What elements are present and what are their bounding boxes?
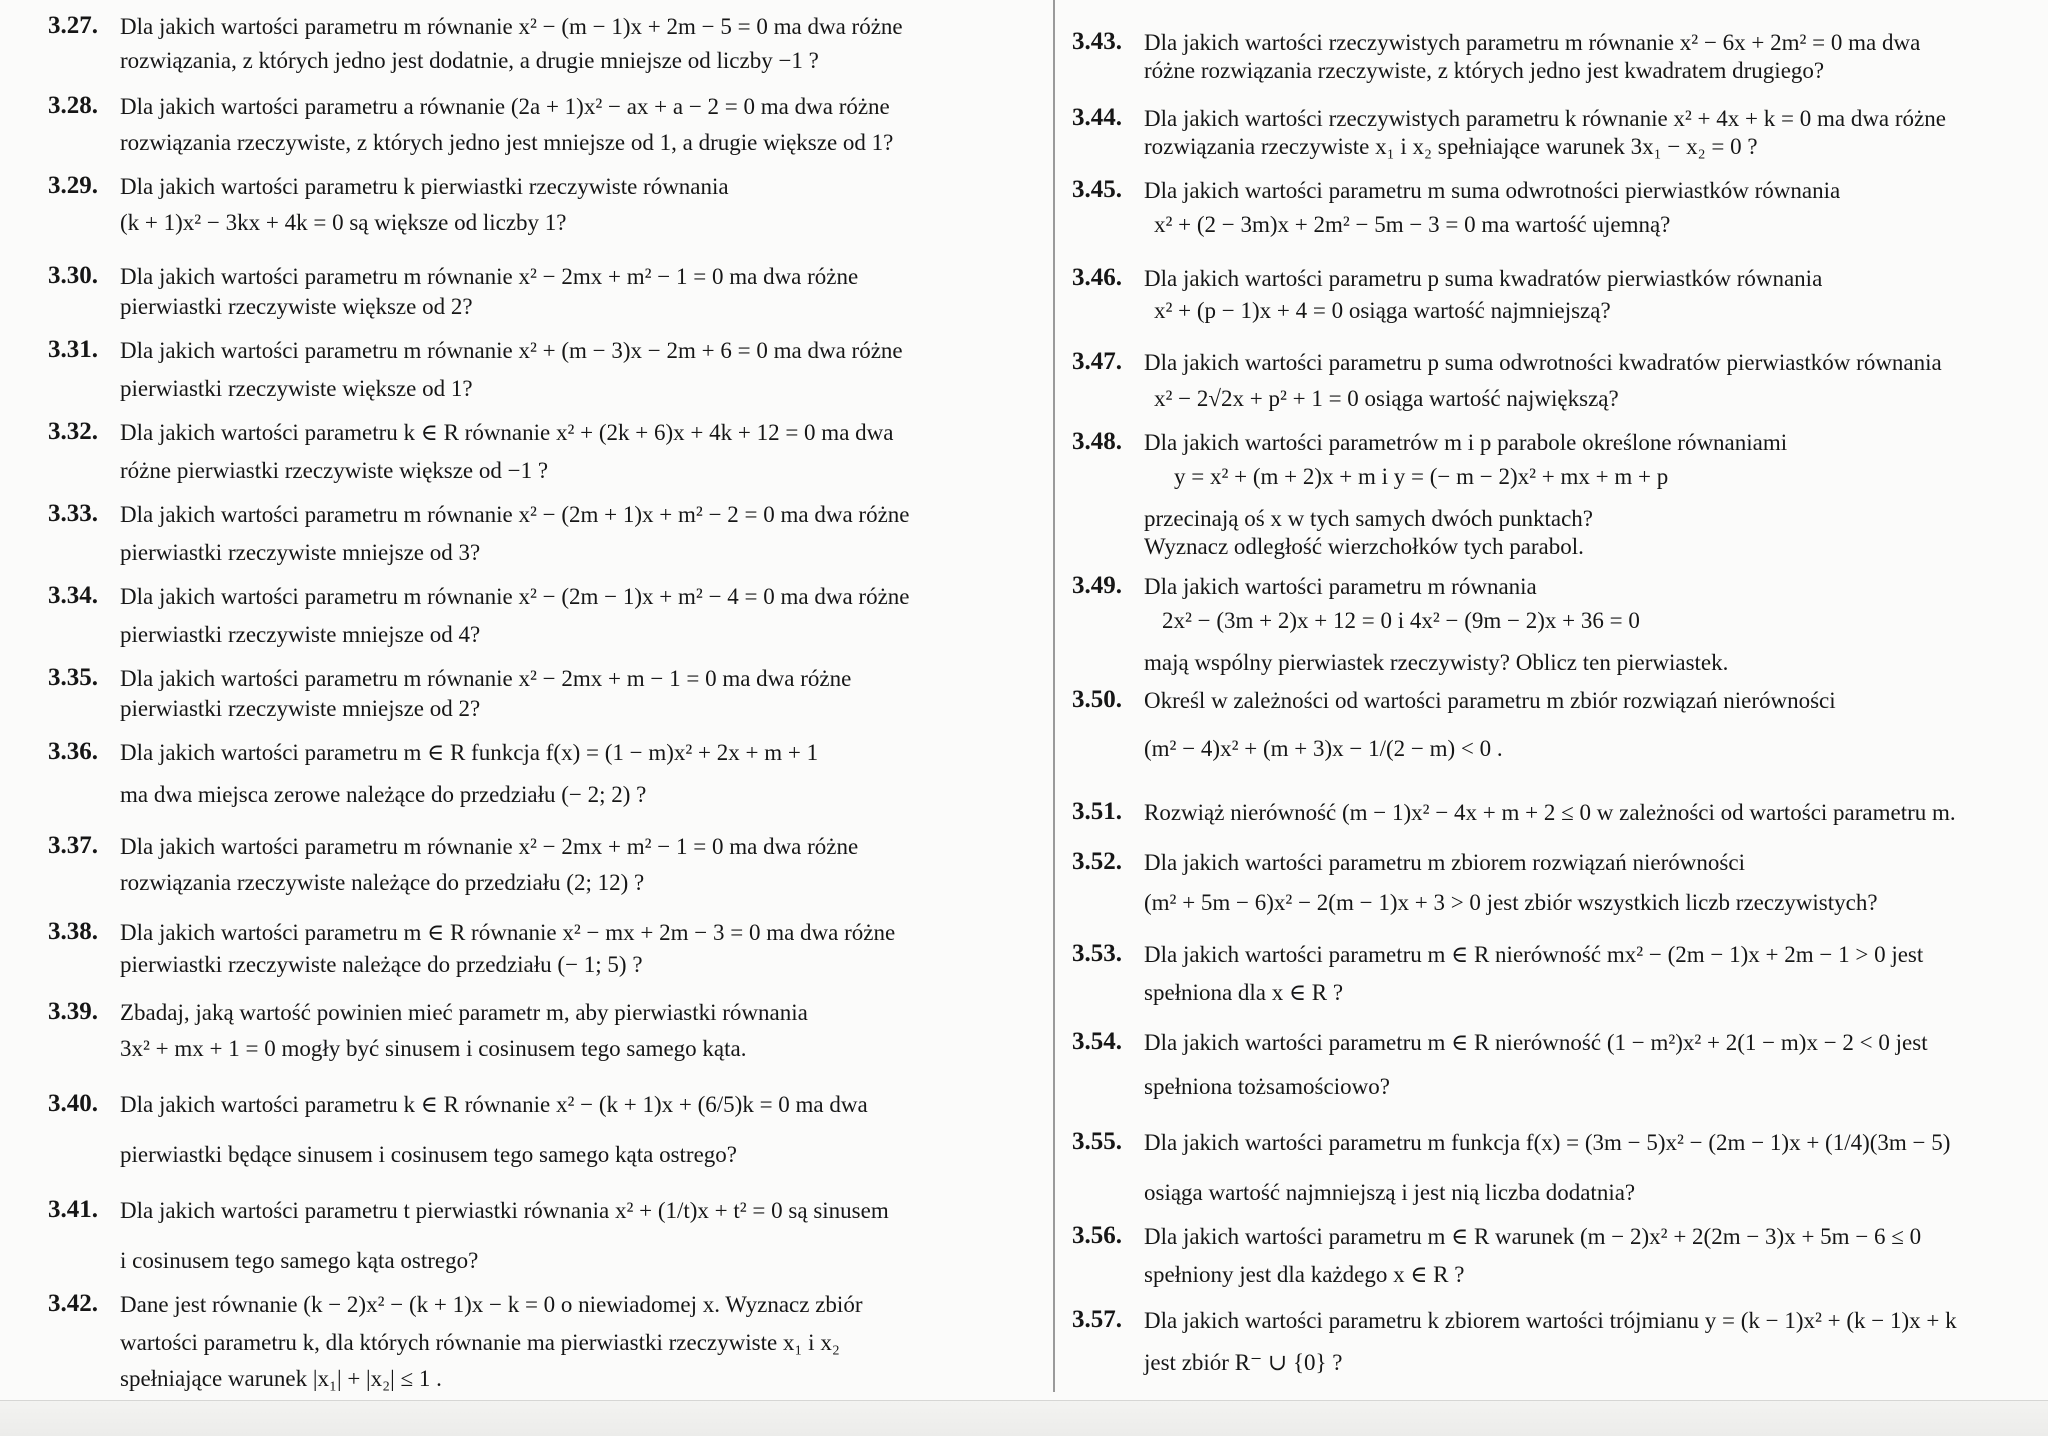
problem-text-line: wartości parametru k, dla których równanie ma pierwiastki rzeczywiste x₁ i x₂ [120,1330,840,1355]
problem-number: 3.51. [1072,798,1122,825]
problem-text-line: Dla jakich wartości parametru p suma kwadratów pierwiastków równania [1144,266,1823,291]
problem-text-line: Zbadaj, jaką wartość powinien mieć parametr m, aby pierwiastki równania [120,1000,808,1025]
problem-text-line: Dla jakich wartości parametru m zbiorem rozwiązań nierówności [1144,850,1745,875]
problem-number: 3.43. [1072,28,1122,55]
problem-text-line: Dla jakich wartości parametru m ∈ R warunek (m − 2)x² + 2(2m − 3)x + 5m − 6 ≤ 0 [1144,1224,1922,1249]
problem-text-line: x² + (p − 1)x + 4 = 0 osiąga wartość najmniejszą? [1154,298,1611,323]
problem-number: 3.55. [1072,1128,1122,1155]
problem-text-line: Dla jakich wartości parametru p suma odwrotności kwadratów pierwiastków równania [1144,350,1942,375]
problem-text-line: Wyznacz odległość wierzchołków tych parabol. [1144,534,1584,559]
problem-text-line: pierwiastki będące sinusem i cosinusem tego samego kąta ostrego? [120,1142,737,1167]
problem-number: 3.53. [1072,940,1122,967]
problem-number: 3.29. [48,172,98,199]
problem-number: 3.38. [48,918,98,945]
problem-text-line: Dla jakich wartości parametrów m i p parabole określone równaniami [1144,430,1788,455]
problem-text-line: Dla jakich wartości parametru k pierwiastki rzeczywiste równania [120,174,729,199]
problem-text-line: 2x² − (3m + 2)x + 12 = 0 i 4x² − (9m − 2)x + 36 = 0 [1162,608,1640,633]
problem-text-line: x² − 2√2x + p² + 1 = 0 osiąga wartość największą? [1154,386,1619,411]
problem-text-line: i cosinusem tego samego kąta ostrego? [120,1248,479,1273]
problem-text-line: pierwiastki rzeczywiste należące do przedziału (− 1; 5) ? [120,952,643,977]
problem-text-line: pierwiastki rzeczywiste mniejsze od 2? [120,696,481,721]
problem-text-line: x² + (2 − 3m)x + 2m² − 5m − 3 = 0 ma wartość ujemną? [1154,212,1671,237]
problem-text-line: rozwiązania rzeczywiste należące do przedziału (2; 12) ? [120,870,645,895]
problem-text-line: Dane jest równanie (k − 2)x² − (k + 1)x − k = 0 o niewiadomej x. Wyznacz zbiór [120,1292,863,1317]
problem-number: 3.49. [1072,572,1122,599]
problem-text-line: rozwiązania, z których jedno jest dodatnie, a drugie mniejsze od liczby −1 ? [120,48,819,73]
problem-text-line: 3x² + mx + 1 = 0 mogły być sinusem i cosinusem tego samego kąta. [120,1036,747,1061]
problem-number: 3.47. [1072,348,1122,375]
problem-number: 3.39. [48,998,98,1025]
problem-number: 3.54. [1072,1028,1122,1055]
problem-text-line: Dla jakich wartości parametru m ∈ R funkcja f(x) = (1 − m)x² + 2x + m + 1 [120,740,819,765]
problem-text-line: Dla jakich wartości parametru m równanie x² + (m − 3)x − 2m + 6 = 0 ma dwa różne [120,338,903,363]
problem-text-line: spełniona dla x ∈ R ? [1144,980,1344,1005]
problem-text-line: jest zbiór R⁻ ∪ {0} ? [1144,1350,1343,1375]
problem-text-line: różne pierwiastki rzeczywiste większe od −1 ? [120,458,549,483]
problem-number: 3.56. [1072,1222,1122,1249]
problem-number: 3.28. [48,92,98,119]
problem-number: 3.37. [48,832,98,859]
problem-text-line: pierwiastki rzeczywiste większe od 2? [120,294,473,319]
page-bottom-edge [0,1400,2048,1436]
problem-text-line: Dla jakich wartości parametru k ∈ R równanie x² + (2k + 6)x + 4k + 12 = 0 ma dwa [120,420,894,445]
problem-number: 3.33. [48,500,98,527]
problem-text-line: Dla jakich wartości parametru m równanie x² − (2m + 1)x + m² − 2 = 0 ma dwa różne [120,502,910,527]
problem-text-line: Dla jakich wartości parametru m równanie x² − (m − 1)x + 2m − 5 = 0 ma dwa różne [120,14,903,39]
problem-number: 3.35. [48,664,98,691]
problem-number: 3.30. [48,262,98,289]
problem-text-line: pierwiastki rzeczywiste większe od 1? [120,376,473,401]
problem-text-line: Dla jakich wartości parametru m ∈ R nierówność mx² − (2m − 1)x + 2m − 1 > 0 jest [1144,942,1924,967]
problem-text-line: (m² − 4)x² + (m + 3)x − 1/(2 − m) < 0 . [1144,736,1503,761]
problem-number: 3.57. [1072,1306,1122,1333]
problem-number: 3.46. [1072,264,1122,291]
problem-text-line: Dla jakich wartości parametru m ∈ R nierówność (1 − m²)x² + 2(1 − m)x − 2 < 0 jest [1144,1030,1928,1055]
problem-number: 3.50. [1072,686,1122,713]
problem-text-line: spełniony jest dla każdego x ∈ R ? [1144,1262,1465,1287]
problem-number: 3.31. [48,336,98,363]
problem-text-line: Rozwiąż nierówność (m − 1)x² − 4x + m + 2 ≤ 0 w zależności od wartości parametru m. [1144,800,1956,825]
problem-text-line: pierwiastki rzeczywiste mniejsze od 4? [120,622,481,647]
problem-text-line: Dla jakich wartości parametru k ∈ R równanie x² − (k + 1)x + (6/5)k = 0 ma dwa [120,1092,868,1117]
problem-number: 3.34. [48,582,98,609]
problem-text-line: przecinają oś x w tych samych dwóch punktach? [1144,506,1593,531]
problem-number: 3.36. [48,738,98,765]
problem-text-line: Dla jakich wartości rzeczywistych parametru m równanie x² − 6x + 2m² = 0 ma dwa [1144,30,1921,55]
problem-text-line: ma dwa miejsca zerowe należące do przedziału (− 2; 2) ? [120,782,647,807]
problem-text-line: y = x² + (m + 2)x + m i y = (− m − 2)x² + mx + m + p [1174,464,1669,489]
problem-number: 3.27. [48,12,98,39]
problem-text-line: Dla jakich wartości parametru m równanie x² − 2mx + m² − 1 = 0 ma dwa różne [120,834,859,859]
problem-text-line: rozwiązania rzeczywiste, z których jedno jest mniejsze od 1, a drugie większe od 1? [120,130,894,155]
problem-text-line: Dla jakich wartości parametru m suma odwrotności pierwiastków równania [1144,178,1841,203]
problem-number: 3.41. [48,1196,98,1223]
column-divider [1053,0,1055,1392]
problem-text-line: Dla jakich wartości parametru k zbiorem wartości trójmianu y = (k − 1)x² + (k − 1)x + k [1144,1308,1957,1333]
problem-text-line: rozwiązania rzeczywiste x₁ i x₂ spełniające warunek 3x₁ − x₂ = 0 ? [1144,134,1758,159]
problem-text-line: Dla jakich wartości parametru a równanie (2a + 1)x² − ax + a − 2 = 0 ma dwa różne [120,94,890,119]
problem-text-line: Dla jakich wartości parametru m równanie x² − (2m − 1)x + m² − 4 = 0 ma dwa różne [120,584,910,609]
problem-text-line: Dla jakich wartości parametru m funkcja f(x) = (3m − 5)x² − (2m − 1)x + (1/4)(3m − 5) [1144,1130,1951,1155]
problem-number: 3.32. [48,418,98,445]
problem-text-line: Dla jakich wartości rzeczywistych parametru k równanie x² + 4x + k = 0 ma dwa różne [1144,106,1946,131]
problem-text-line: różne rozwiązania rzeczywiste, z których jedno jest kwadratem drugiego? [1144,58,1825,83]
problem-number: 3.40. [48,1090,98,1117]
problem-number: 3.42. [48,1290,98,1317]
problem-text-line: Dla jakich wartości parametru m równanie x² − 2mx + m² − 1 = 0 ma dwa różne [120,264,859,289]
problem-text-line: spełniające warunek |x₁| + |x₂| ≤ 1 . [120,1366,442,1391]
problem-number: 3.44. [1072,104,1122,131]
problem-text-line: (k + 1)x² − 3kx + 4k = 0 są większe od liczby 1? [120,210,567,235]
problem-text-line: Określ w zależności od wartości parametru m zbiór rozwiązań nierówności [1144,688,1836,713]
problem-text-line: Dla jakich wartości parametru m równania [1144,574,1537,599]
problem-text-line: osiąga wartość najmniejszą i jest nią liczba dodatnia? [1144,1180,1636,1205]
problem-number: 3.52. [1072,848,1122,875]
problem-number: 3.45. [1072,176,1122,203]
problem-text-line: (m² + 5m − 6)x² − 2(m − 1)x + 3 > 0 jest zbiór wszystkich liczb rzeczywistych? [1144,890,1878,915]
problem-text-line: pierwiastki rzeczywiste mniejsze od 3? [120,540,481,565]
problem-text-line: Dla jakich wartości parametru t pierwiastki równania x² + (1/t)x + t² = 0 są sinusem [120,1198,889,1223]
problem-text-line: Dla jakich wartości parametru m ∈ R równanie x² − mx + 2m − 3 = 0 ma dwa różne [120,920,896,945]
problem-text-line: mają wspólny pierwiastek rzeczywisty? Oblicz ten pierwiastek. [1144,650,1729,675]
problem-text-line: spełniona tożsamościowo? [1144,1074,1390,1099]
problem-number: 3.48. [1072,428,1122,455]
problem-text-line: Dla jakich wartości parametru m równanie x² − 2mx + m − 1 = 0 ma dwa różne [120,666,852,691]
